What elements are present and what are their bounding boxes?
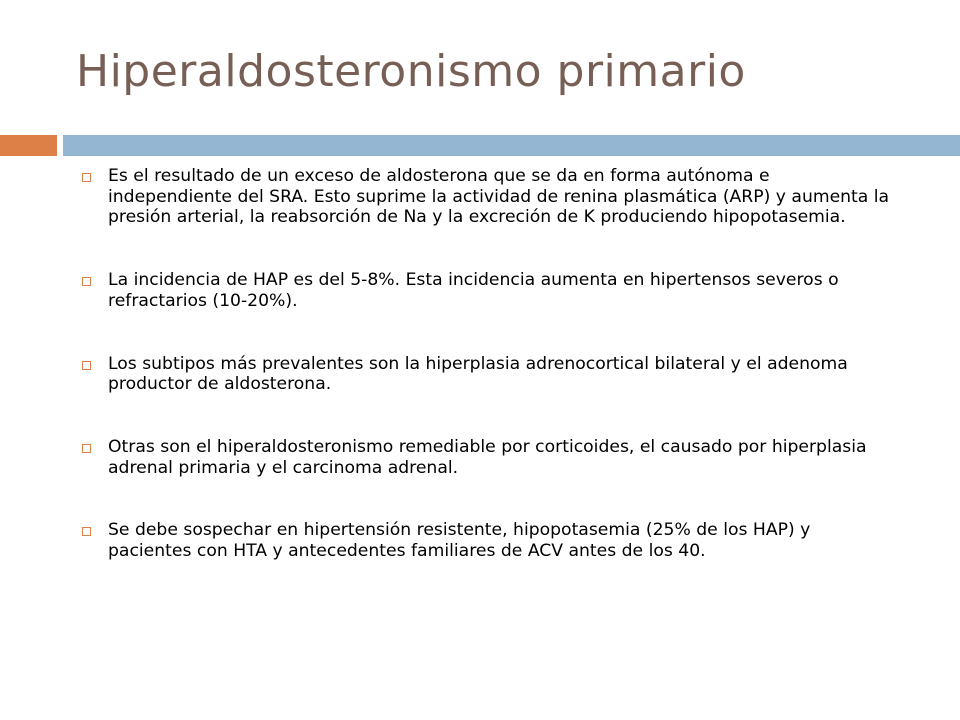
bullet-item	[78, 437, 898, 478]
square-outline-bullet-icon	[82, 277, 91, 286]
accent-bar-blue	[63, 135, 960, 156]
bullet-item	[78, 354, 898, 395]
bullet-item	[78, 166, 898, 228]
bullet-item	[78, 270, 898, 311]
bullet-text: Otras son el hiperaldosteronismo remediable por corticoides, el causado por hiperplasia adrenal primaria y el carcinoma adrenal.	[108, 436, 867, 478]
bullet-text: Los subtipos más prevalentes son la hiperplasia adrenocortical bilateral y el adenoma productor de aldosterona.	[108, 353, 848, 395]
square-outline-bullet-icon	[82, 173, 91, 182]
square-outline-bullet-icon	[82, 527, 91, 536]
bullet-text: Es el resultado de un exceso de aldosterona que se da en forma autónoma e independiente del SRA. Esto suprime la actividad de renina plasmática (ARP) y aumenta la presión arterial, la reabsorción de Na y la excreción de K produciendo hipopotasemia.	[108, 166, 890, 228]
square-outline-bullet-icon	[82, 361, 91, 370]
bullet-text: La incidencia de HAP es del 5-8%. Esta incidencia aumenta en hipertensos severos o refractarios (10-20%).	[108, 270, 839, 311]
bullet-list	[78, 166, 898, 562]
bullet-item	[78, 520, 898, 561]
bullet-text: Se debe sospechar en hipertensión resistente, hipopotasemia (25% de los HAP) y pacientes con HTA y antecedentes familiares de ACV antes de los 40.	[108, 520, 811, 562]
square-outline-bullet-icon	[82, 444, 91, 453]
accent-bar-orange	[0, 135, 57, 156]
slide-title: Hiperaldosteronismo primario	[76, 46, 746, 97]
